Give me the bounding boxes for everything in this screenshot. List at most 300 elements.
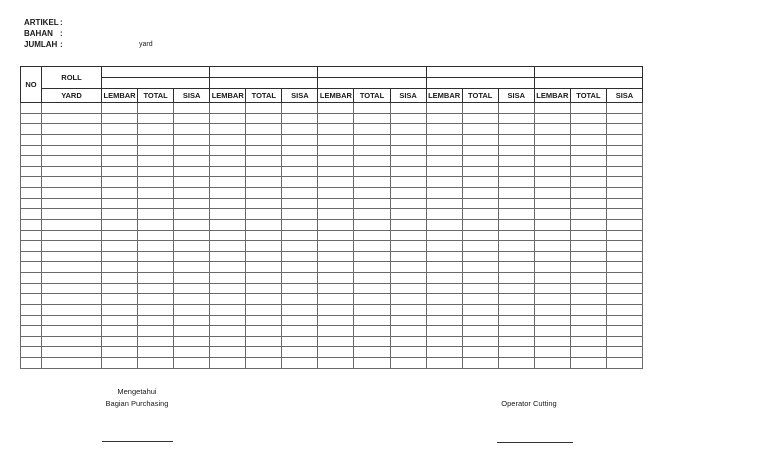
data-cell — [282, 156, 318, 167]
data-cell — [318, 283, 354, 294]
data-cell — [606, 134, 642, 145]
data-cell — [246, 347, 282, 358]
data-cell — [426, 294, 462, 305]
data-cell — [102, 251, 138, 262]
data-cell — [354, 124, 390, 135]
data-cell — [606, 230, 642, 241]
data-cell — [606, 251, 642, 262]
data-cell — [282, 230, 318, 241]
data-cell — [246, 304, 282, 315]
yard-cell — [42, 262, 102, 273]
data-cell — [174, 124, 210, 135]
data-cell — [534, 219, 570, 230]
table-row — [21, 283, 643, 294]
data-cell — [606, 166, 642, 177]
signature-line-right — [497, 442, 573, 443]
data-cell — [354, 219, 390, 230]
no-cell — [21, 294, 42, 305]
no-cell — [21, 198, 42, 209]
data-cell — [354, 156, 390, 167]
data-cell — [534, 230, 570, 241]
data-cell — [210, 188, 246, 199]
data-cell — [390, 283, 426, 294]
data-cell — [498, 188, 534, 199]
data-cell — [138, 230, 174, 241]
data-cell — [498, 326, 534, 337]
no-cell — [21, 156, 42, 167]
data-cell — [534, 134, 570, 145]
data-cell — [282, 315, 318, 326]
data-cell — [102, 103, 138, 114]
no-cell — [21, 230, 42, 241]
group-header-mid — [102, 78, 210, 89]
data-cell — [246, 188, 282, 199]
data-cell — [498, 262, 534, 273]
data-cell — [390, 251, 426, 262]
data-cell — [246, 103, 282, 114]
data-cell — [570, 262, 606, 273]
data-cell — [426, 188, 462, 199]
data-cell — [318, 209, 354, 220]
data-cell — [282, 326, 318, 337]
data-cell — [426, 336, 462, 347]
data-cell — [354, 347, 390, 358]
data-cell — [282, 177, 318, 188]
lembar-header: LEMBAR — [534, 89, 570, 103]
data-cell — [138, 241, 174, 252]
data-cell — [534, 326, 570, 337]
data-cell — [210, 315, 246, 326]
data-cell — [174, 177, 210, 188]
data-cell — [210, 326, 246, 337]
data-cell — [534, 315, 570, 326]
data-cell — [462, 188, 498, 199]
data-cell — [426, 177, 462, 188]
data-cell — [282, 103, 318, 114]
data-cell — [498, 358, 534, 369]
data-cell — [282, 188, 318, 199]
jumlah-line — [24, 39, 153, 50]
data-cell — [138, 283, 174, 294]
data-cell — [138, 166, 174, 177]
data-cell — [174, 103, 210, 114]
data-cell — [462, 326, 498, 337]
group-header-top — [102, 67, 210, 78]
table-row — [21, 209, 643, 220]
table-row — [21, 103, 643, 114]
no-cell — [21, 145, 42, 156]
data-cell — [246, 166, 282, 177]
data-cell — [534, 304, 570, 315]
data-cell — [390, 347, 426, 358]
data-cell — [390, 241, 426, 252]
data-cell — [354, 358, 390, 369]
artikel-line — [24, 17, 63, 28]
data-cell — [174, 209, 210, 220]
yard-cell — [42, 251, 102, 262]
data-cell — [318, 315, 354, 326]
no-cell — [21, 103, 42, 114]
data-cell — [246, 251, 282, 262]
data-cell — [534, 273, 570, 284]
data-cell — [102, 188, 138, 199]
data-cell — [210, 230, 246, 241]
data-cell — [138, 304, 174, 315]
data-cell — [282, 336, 318, 347]
data-cell — [390, 358, 426, 369]
data-cell — [210, 262, 246, 273]
data-cell — [246, 326, 282, 337]
data-cell — [462, 103, 498, 114]
data-cell — [246, 124, 282, 135]
data-cell — [498, 251, 534, 262]
data-cell — [318, 358, 354, 369]
lembar-header: LEMBAR — [318, 89, 354, 103]
data-cell — [138, 113, 174, 124]
data-cell — [462, 145, 498, 156]
data-cell — [318, 304, 354, 315]
data-cell — [570, 283, 606, 294]
yard-cell — [42, 103, 102, 114]
data-cell — [174, 294, 210, 305]
data-cell — [318, 262, 354, 273]
sisa-header: SISA — [174, 89, 210, 103]
data-cell — [534, 358, 570, 369]
data-cell — [498, 156, 534, 167]
data-cell — [606, 262, 642, 273]
data-cell — [282, 209, 318, 220]
data-cell — [318, 124, 354, 135]
table-row — [21, 241, 643, 252]
data-cell — [354, 166, 390, 177]
data-cell — [498, 219, 534, 230]
data-cell — [282, 198, 318, 209]
data-cell — [102, 230, 138, 241]
data-cell — [246, 209, 282, 220]
data-cell — [354, 273, 390, 284]
data-cell — [318, 241, 354, 252]
yard-header: YARD — [42, 89, 102, 103]
data-cell — [606, 103, 642, 114]
data-cell — [102, 124, 138, 135]
data-cell — [426, 219, 462, 230]
data-cell — [534, 188, 570, 199]
data-cell — [174, 326, 210, 337]
yard-cell — [42, 188, 102, 199]
table-row — [21, 273, 643, 284]
data-cell — [354, 209, 390, 220]
data-cell — [390, 315, 426, 326]
data-cell — [534, 251, 570, 262]
data-cell — [246, 273, 282, 284]
data-cell — [354, 145, 390, 156]
data-cell — [498, 304, 534, 315]
jumlah-colon: : — [60, 40, 63, 49]
data-cell — [462, 241, 498, 252]
data-cell — [354, 251, 390, 262]
data-cell — [354, 315, 390, 326]
data-cell — [606, 209, 642, 220]
signature-block-left — [96, 386, 178, 410]
data-cell — [570, 156, 606, 167]
data-cell — [426, 124, 462, 135]
signature-line-left — [102, 441, 173, 442]
data-cell — [390, 273, 426, 284]
data-cell — [498, 315, 534, 326]
data-cell — [210, 304, 246, 315]
data-cell — [570, 326, 606, 337]
data-cell — [138, 336, 174, 347]
data-cell — [174, 113, 210, 124]
data-cell — [426, 230, 462, 241]
yard-cell — [42, 219, 102, 230]
data-cell — [570, 145, 606, 156]
data-cell — [570, 103, 606, 114]
data-cell — [282, 124, 318, 135]
data-cell — [390, 145, 426, 156]
data-cell — [534, 166, 570, 177]
no-cell — [21, 283, 42, 294]
data-cell — [318, 134, 354, 145]
data-cell — [102, 219, 138, 230]
data-cell — [606, 273, 642, 284]
data-cell — [390, 103, 426, 114]
roll-header: ROLL — [42, 67, 102, 89]
data-cell — [570, 188, 606, 199]
data-cell — [354, 262, 390, 273]
data-cell — [426, 283, 462, 294]
data-cell — [282, 219, 318, 230]
signature-left-role: Bagian Purchasing — [105, 399, 169, 408]
data-cell — [534, 294, 570, 305]
table-row — [21, 315, 643, 326]
no-cell — [21, 188, 42, 199]
data-cell — [102, 177, 138, 188]
bahan-colon: : — [60, 29, 63, 38]
no-cell — [21, 166, 42, 177]
lembar-header: LEMBAR — [426, 89, 462, 103]
data-cell — [210, 177, 246, 188]
data-cell — [390, 124, 426, 135]
data-cell — [210, 145, 246, 156]
data-cell — [282, 358, 318, 369]
table-row — [21, 134, 643, 145]
data-cell — [246, 230, 282, 241]
data-cell — [462, 315, 498, 326]
data-cell — [606, 198, 642, 209]
data-cell — [138, 177, 174, 188]
data-cell — [498, 134, 534, 145]
data-cell — [426, 326, 462, 337]
data-cell — [534, 113, 570, 124]
data-cell — [534, 283, 570, 294]
data-cell — [138, 209, 174, 220]
total-header: TOTAL — [462, 89, 498, 103]
data-cell — [138, 124, 174, 135]
yard-cell — [42, 358, 102, 369]
yard-cell — [42, 326, 102, 337]
data-cell — [174, 304, 210, 315]
data-cell — [498, 113, 534, 124]
table-row — [21, 294, 643, 305]
data-cell — [102, 113, 138, 124]
data-cell — [210, 251, 246, 262]
data-cell — [498, 241, 534, 252]
data-cell — [282, 251, 318, 262]
no-cell — [21, 134, 42, 145]
table-row — [21, 262, 643, 273]
data-cell — [570, 336, 606, 347]
data-cell — [570, 124, 606, 135]
yard-cell — [42, 124, 102, 135]
data-cell — [246, 336, 282, 347]
data-cell — [534, 103, 570, 114]
data-cell — [174, 134, 210, 145]
yard-cell — [42, 304, 102, 315]
table-row — [21, 188, 643, 199]
data-cell — [282, 304, 318, 315]
data-cell — [570, 315, 606, 326]
cutting-record-table — [20, 66, 643, 369]
data-cell — [570, 177, 606, 188]
yard-cell — [42, 145, 102, 156]
yard-cell — [42, 283, 102, 294]
yard-cell — [42, 177, 102, 188]
data-cell — [138, 219, 174, 230]
no-cell — [21, 273, 42, 284]
data-cell — [138, 326, 174, 337]
data-cell — [318, 145, 354, 156]
data-cell — [426, 113, 462, 124]
table-row — [21, 145, 643, 156]
data-cell — [354, 241, 390, 252]
no-cell — [21, 124, 42, 135]
data-cell — [534, 124, 570, 135]
data-cell — [426, 209, 462, 220]
data-cell — [390, 230, 426, 241]
data-cell — [138, 103, 174, 114]
data-cell — [318, 230, 354, 241]
data-cell — [246, 219, 282, 230]
data-cell — [426, 358, 462, 369]
data-cell — [570, 230, 606, 241]
data-cell — [534, 209, 570, 220]
yard-cell — [42, 113, 102, 124]
data-cell — [534, 145, 570, 156]
data-cell — [282, 294, 318, 305]
data-cell — [138, 262, 174, 273]
no-cell — [21, 177, 42, 188]
data-cell — [498, 347, 534, 358]
data-cell — [606, 315, 642, 326]
data-cell — [534, 241, 570, 252]
data-cell — [462, 336, 498, 347]
data-cell — [606, 326, 642, 337]
no-cell — [21, 113, 42, 124]
yard-cell — [42, 294, 102, 305]
data-cell — [174, 315, 210, 326]
data-cell — [318, 347, 354, 358]
table-row — [21, 347, 643, 358]
table-row — [21, 198, 643, 209]
data-cell — [498, 273, 534, 284]
data-cell — [138, 347, 174, 358]
data-cell — [426, 166, 462, 177]
data-cell — [210, 336, 246, 347]
yard-cell — [42, 347, 102, 358]
data-cell — [210, 198, 246, 209]
data-cell — [354, 326, 390, 337]
data-cell — [606, 219, 642, 230]
data-cell — [426, 241, 462, 252]
data-cell — [102, 241, 138, 252]
data-cell — [354, 198, 390, 209]
data-cell — [354, 336, 390, 347]
data-cell — [102, 283, 138, 294]
data-cell — [318, 294, 354, 305]
data-cell — [138, 251, 174, 262]
yard-cell — [42, 156, 102, 167]
data-cell — [390, 304, 426, 315]
data-cell — [246, 262, 282, 273]
bahan-label: BAHAN — [24, 29, 53, 38]
data-cell — [462, 283, 498, 294]
data-cell — [354, 177, 390, 188]
data-cell — [174, 336, 210, 347]
yard-cell — [42, 241, 102, 252]
data-cell — [570, 166, 606, 177]
no-cell — [21, 251, 42, 262]
yard-cell — [42, 273, 102, 284]
group-header-top — [426, 67, 534, 78]
data-cell — [282, 134, 318, 145]
data-cell — [498, 294, 534, 305]
table-row — [21, 251, 643, 262]
data-cell — [534, 198, 570, 209]
data-cell — [426, 347, 462, 358]
data-cell — [318, 177, 354, 188]
data-cell — [282, 347, 318, 358]
data-cell — [606, 304, 642, 315]
sisa-header: SISA — [498, 89, 534, 103]
data-cell — [246, 113, 282, 124]
data-cell — [138, 134, 174, 145]
data-cell — [462, 273, 498, 284]
data-cell — [606, 156, 642, 167]
data-cell — [606, 241, 642, 252]
no-cell — [21, 358, 42, 369]
data-cell — [534, 156, 570, 167]
data-cell — [138, 188, 174, 199]
data-cell — [354, 304, 390, 315]
data-cell — [498, 230, 534, 241]
data-cell — [462, 347, 498, 358]
table-row — [21, 156, 643, 167]
data-cell — [318, 219, 354, 230]
data-cell — [282, 283, 318, 294]
yard-cell — [42, 230, 102, 241]
data-cell — [138, 198, 174, 209]
data-cell — [318, 113, 354, 124]
data-cell — [210, 156, 246, 167]
data-cell — [426, 103, 462, 114]
data-cell — [174, 198, 210, 209]
data-cell — [570, 209, 606, 220]
data-cell — [102, 358, 138, 369]
data-cell — [174, 262, 210, 273]
data-cell — [102, 209, 138, 220]
no-cell — [21, 209, 42, 220]
